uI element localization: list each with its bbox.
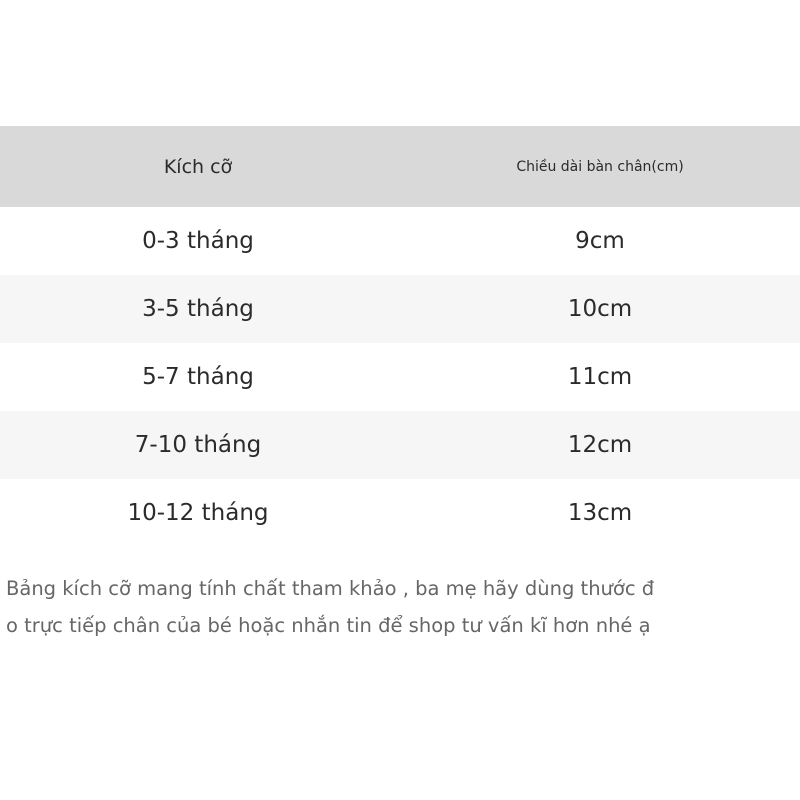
table-row bbox=[0, 411, 800, 479]
size-cell: 5-7 tháng bbox=[142, 364, 254, 390]
table-row bbox=[0, 275, 800, 343]
table-row bbox=[0, 343, 800, 411]
size-cell: 10-12 tháng bbox=[127, 500, 269, 526]
reference-note bbox=[0, 570, 800, 644]
foot-length-cell: 13cm bbox=[567, 500, 633, 526]
table-row bbox=[0, 479, 800, 547]
header-size: Kích cỡ bbox=[163, 155, 233, 178]
header-foot-length: Chiều dài bàn chân(cm) bbox=[516, 158, 684, 175]
table-row bbox=[0, 207, 800, 275]
size-cell: 3-5 tháng bbox=[142, 296, 254, 322]
foot-length-cell: 10cm bbox=[567, 296, 633, 322]
foot-length-cell: 9cm bbox=[575, 228, 625, 254]
size-chart-table bbox=[0, 126, 800, 547]
foot-length-cell: 12cm bbox=[567, 432, 633, 458]
size-cell: 0-3 tháng bbox=[142, 228, 254, 254]
note-line-1: Bảng kích cỡ mang tính chất tham khảo , ba mẹ hãy dùng thước đ bbox=[6, 577, 655, 600]
foot-length-cell: 11cm bbox=[567, 364, 633, 390]
note-line-2: o trực tiếp chân của bé hoặc nhắn tin để shop tư vấn kĩ hơn nhé ạ bbox=[6, 614, 651, 637]
size-cell: 7-10 tháng bbox=[134, 432, 262, 458]
table-header-row bbox=[0, 126, 800, 207]
